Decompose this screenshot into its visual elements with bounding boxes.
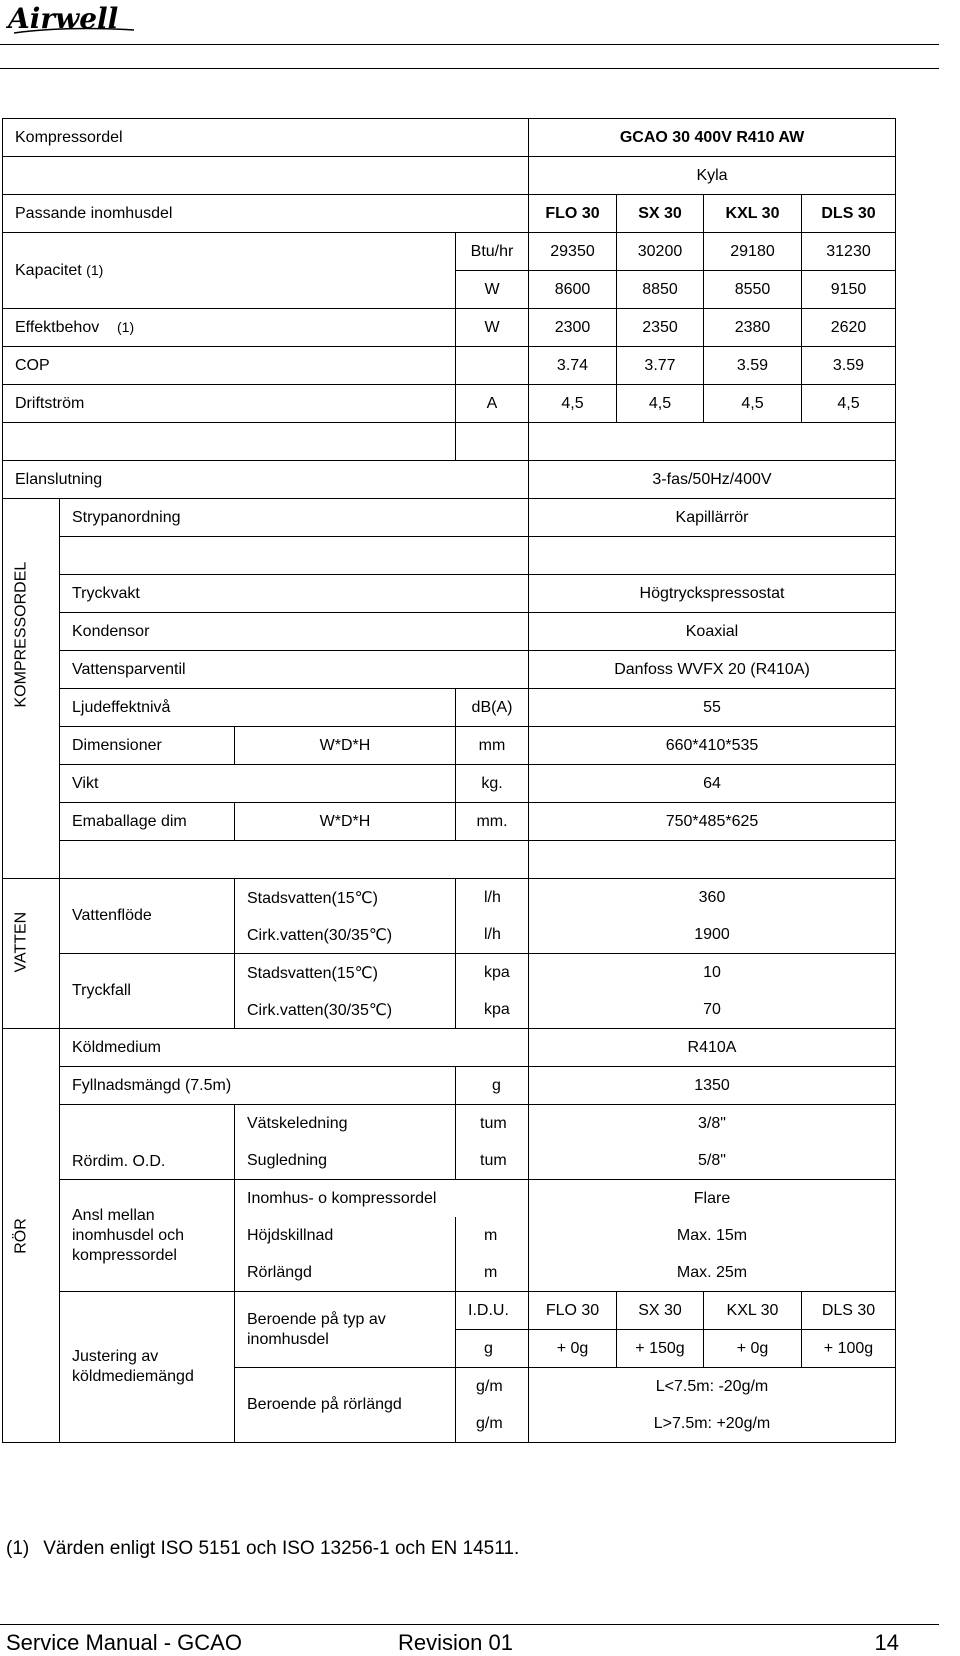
indoor-label: Passande inomhusdel — [3, 195, 529, 233]
footnote-marker: (1) — [6, 1538, 30, 1559]
flow-sub: Cirk.vatten(30/35℃) — [235, 916, 456, 954]
capacity-value: 29180 — [704, 233, 802, 271]
capacity-unit: Btu/hr — [456, 233, 529, 271]
row-cop — [3, 347, 896, 385]
pipe-value: 5/8" — [529, 1142, 896, 1180]
len-value: L<7.5m: -20g/m — [529, 1368, 896, 1406]
g-value: + 150g — [617, 1330, 704, 1368]
row-sound — [3, 689, 896, 727]
pipe-value: 3/8" — [529, 1105, 896, 1143]
footer-rule — [0, 1624, 939, 1625]
g-value: + 0g — [529, 1330, 617, 1368]
conn-sub: Höjdskillnad — [235, 1217, 456, 1254]
conn-value: Max. 25m — [529, 1254, 896, 1292]
cop-value: 3.59 — [704, 347, 802, 385]
power-value: 2300 — [529, 309, 617, 347]
airwell-logo — [6, 0, 142, 40]
section-ror: RÖR — [3, 1029, 60, 1443]
power-value: 2380 — [704, 309, 802, 347]
refrigerant-label: Köldmedium — [60, 1029, 529, 1067]
empty-cell — [529, 423, 896, 461]
condenser-value: Koaxial — [529, 613, 896, 651]
throttle-value: Kapillärrör — [529, 499, 896, 537]
row-conn-1 — [3, 1180, 896, 1218]
pipe-sub: Sugledning — [235, 1142, 456, 1180]
package-sub: W*D*H — [235, 803, 456, 841]
current-value: 4,5 — [704, 385, 802, 423]
capacity-value: 30200 — [617, 233, 704, 271]
row-pipe-1 — [3, 1105, 896, 1143]
len-unit: g/m — [456, 1368, 529, 1406]
weight-value: 64 — [529, 765, 896, 803]
footer-title: Service Manual - GCAO — [6, 1630, 242, 1655]
power-label: Effektbehov (1) — [3, 309, 456, 347]
row-spacer — [3, 537, 896, 575]
section-kompressordel: KOMPRESSORDEL — [3, 499, 60, 879]
conn-label: Ansl mellan inomhusdel och kompressordel — [60, 1180, 235, 1292]
conn-unit: m — [456, 1254, 529, 1292]
supply-value: 3-fas/50Hz/400V — [529, 461, 896, 499]
sound-unit: dB(A) — [456, 689, 529, 727]
idu-value: DLS 30 — [802, 1292, 896, 1330]
svg-text:Airwell: Airwell — [8, 2, 119, 35]
capacity-value: 31230 — [802, 233, 896, 271]
empty-cell — [3, 157, 529, 195]
flow-value: 1900 — [529, 916, 896, 954]
water-valve-label: Vattensparventil — [60, 651, 529, 689]
dimensions-sub: W*D*H — [235, 727, 456, 765]
capacity-value: 29350 — [529, 233, 617, 271]
indoor-unit: DLS 30 — [802, 195, 896, 233]
dimensions-value: 660*410*535 — [529, 727, 896, 765]
row-flow-1 — [3, 879, 896, 917]
section-vatten: VATTEN — [3, 879, 60, 1029]
row-power — [3, 309, 896, 347]
charge-label: Fyllnadsmängd (7.5m) — [60, 1067, 456, 1105]
cop-label: COP — [3, 347, 456, 385]
weight-unit: kg. — [456, 765, 529, 803]
indoor-unit: SX 30 — [617, 195, 704, 233]
empty-cell — [529, 841, 896, 879]
package-label: Emaballage dim — [60, 803, 235, 841]
empty-cell — [60, 537, 529, 575]
flow-value: 360 — [529, 879, 896, 917]
dp-sub: Cirk.vatten(30/35℃) — [235, 991, 456, 1029]
conn-unit: m — [456, 1217, 529, 1254]
power-value: 2620 — [802, 309, 896, 347]
cop-value: 3.59 — [802, 347, 896, 385]
package-value: 750*485*625 — [529, 803, 896, 841]
empty-cell — [60, 841, 529, 879]
row-header — [3, 119, 896, 157]
weight-label: Vikt — [60, 765, 456, 803]
dp-sub: Stadsvatten(15℃) — [235, 954, 456, 992]
power-value: 2350 — [617, 309, 704, 347]
row-condenser — [3, 613, 896, 651]
pipe-unit: tum — [456, 1105, 529, 1143]
adjust-by-type: Beroende på typ av inomhusdel — [235, 1292, 456, 1368]
dp-label: Tryckfall — [60, 954, 235, 1029]
adjust-label: Justering av köldmediemängd — [60, 1292, 235, 1443]
row-charge — [3, 1067, 896, 1105]
cop-value: 3.77 — [617, 347, 704, 385]
current-value: 4,5 — [529, 385, 617, 423]
len-unit: g/m — [456, 1405, 529, 1443]
capacity-unit: W — [456, 271, 529, 309]
condenser-label: Kondensor — [60, 613, 529, 651]
row-adjust-idu — [3, 1292, 896, 1330]
sound-value: 55 — [529, 689, 896, 727]
current-value: 4,5 — [617, 385, 704, 423]
capacity-label: Kapacitet (1) — [3, 233, 456, 309]
throttle-label: Strypanordning — [60, 499, 529, 537]
flow-label: Vattenflöde — [60, 879, 235, 954]
conn-value: Max. 15m — [529, 1217, 896, 1254]
charge-unit: g — [456, 1067, 529, 1105]
spec-table — [2, 118, 896, 1443]
row-spacer — [3, 841, 896, 879]
row-dp-1 — [3, 954, 896, 992]
header-rule-2 — [0, 68, 939, 69]
dp-unit: kpa — [456, 991, 529, 1029]
idu-value: SX 30 — [617, 1292, 704, 1330]
empty-cell — [3, 423, 456, 461]
footnote-text: Värden enligt ISO 5151 och ISO 13256-1 och EN 14511. — [43, 1538, 520, 1559]
conn-sub: Inomhus- o kompressordel — [235, 1180, 529, 1218]
charge-value: 1350 — [529, 1067, 896, 1105]
package-unit: mm. — [456, 803, 529, 841]
capacity-value: 8850 — [617, 271, 704, 309]
row-pressure-switch — [3, 575, 896, 613]
header-label: Kompressordel — [3, 119, 529, 157]
conn-value: Flare — [529, 1180, 896, 1218]
len-value: L>7.5m: +20g/m — [529, 1405, 896, 1443]
dp-value: 10 — [529, 954, 896, 992]
row-refrigerant — [3, 1029, 896, 1067]
cop-value: 3.74 — [529, 347, 617, 385]
dp-unit: kpa — [456, 954, 529, 992]
row-water-valve — [3, 651, 896, 689]
pressure-switch-value: Högtryckspressostat — [529, 575, 896, 613]
idu-value: FLO 30 — [529, 1292, 617, 1330]
water-valve-value: Danfoss WVFX 20 (R410A) — [529, 651, 896, 689]
capacity-value: 8550 — [704, 271, 802, 309]
capacity-value: 8600 — [529, 271, 617, 309]
flow-unit: l/h — [456, 879, 529, 917]
idu-value: KXL 30 — [704, 1292, 802, 1330]
dp-value: 70 — [529, 991, 896, 1029]
pipe-sub: Vätskeledning — [235, 1105, 456, 1143]
power-unit: W — [456, 309, 529, 347]
g-value: + 100g — [802, 1330, 896, 1368]
footer-page-number: 14 — [874, 1630, 899, 1655]
page-footer — [6, 1630, 939, 1656]
flow-unit: l/h — [456, 916, 529, 954]
indoor-unit: KXL 30 — [704, 195, 802, 233]
pipe-label: Rördim. O.D. — [60, 1105, 235, 1180]
row-capacity-btu — [3, 233, 896, 271]
refrigerant-value: R410A — [529, 1029, 896, 1067]
dimensions-label: Dimensioner — [60, 727, 235, 765]
current-value: 4,5 — [802, 385, 896, 423]
empty-cell — [456, 347, 529, 385]
empty-cell — [456, 423, 529, 461]
current-label: Driftström — [3, 385, 456, 423]
conn-sub: Rörlängd — [235, 1254, 456, 1292]
row-package — [3, 803, 896, 841]
g-value: + 0g — [704, 1330, 802, 1368]
flow-sub: Stadsvatten(15℃) — [235, 879, 456, 917]
model-name: GCAO 30 400V R410 AW — [529, 119, 896, 157]
row-spacer — [3, 423, 896, 461]
dimensions-unit: mm — [456, 727, 529, 765]
row-dimensions — [3, 727, 896, 765]
mode-label: Kyla — [529, 157, 896, 195]
current-unit: A — [456, 385, 529, 423]
footnote — [6, 1538, 533, 1560]
pressure-switch-label: Tryckvakt — [60, 575, 529, 613]
pipe-unit: tum — [456, 1142, 529, 1180]
adjust-by-length: Beroende på rörlängd — [235, 1368, 456, 1443]
row-indoor — [3, 195, 896, 233]
row-weight — [3, 765, 896, 803]
row-current — [3, 385, 896, 423]
empty-cell — [529, 537, 896, 575]
row-throttle — [3, 499, 896, 537]
sound-label: Ljudeffektnivå — [60, 689, 456, 727]
indoor-unit: FLO 30 — [529, 195, 617, 233]
header-rule — [0, 44, 939, 45]
supply-label: Elanslutning — [3, 461, 529, 499]
capacity-value: 9150 — [802, 271, 896, 309]
row-mode — [3, 157, 896, 195]
idu-label: I.D.U. — [456, 1292, 529, 1330]
row-supply — [3, 461, 896, 499]
footer-revision: Revision 01 — [398, 1630, 513, 1655]
g-unit: g — [456, 1330, 529, 1368]
